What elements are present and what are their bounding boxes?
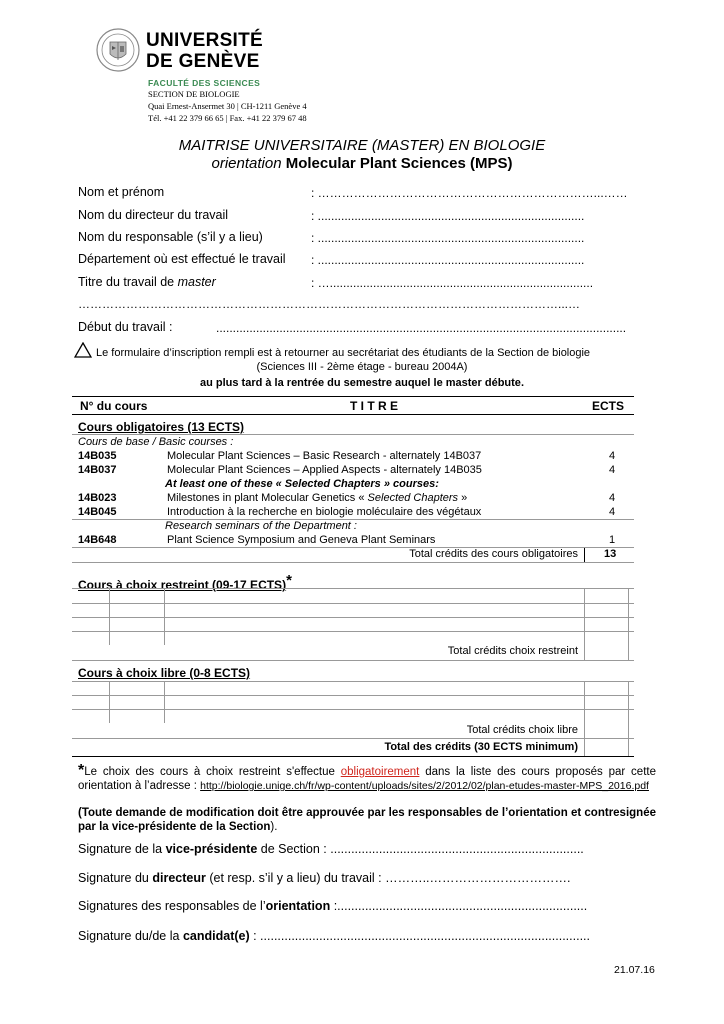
course-title-14b037: Molecular Plant Sciences – Applied Aspects - alternately 14B035 [167, 464, 482, 476]
sig-cand-bold: candidat(e) [182, 929, 250, 943]
subtitle-program: Molecular Plant Sciences (MPS) [285, 155, 513, 172]
footnote-text2: dans la liste des cours proposés par cette orientation à l’adresse : [78, 766, 656, 792]
sig-or-post: :........................................................................ [330, 899, 588, 913]
table-top-rule [72, 396, 634, 397]
field-dots-start[interactable]: ........................................................................................................................... [216, 321, 627, 335]
address: Quai Ernest-Ansermet 30 | CH-1211 Genève 4 [148, 101, 307, 111]
notice-line2: (Sciences III - 2ème étage - bureau 2004A) [256, 361, 468, 373]
row-rule [72, 631, 634, 632]
faculty-name: FACULTÉ DES SCIENCES [148, 78, 261, 88]
phone-fax: Tél. +41 22 379 66 65 | Fax. +41 22 379 67 48 [148, 113, 307, 123]
course-code-14b023: 14B023 [78, 492, 117, 504]
course-title-14b023-end: » [458, 492, 468, 504]
sig-dir-bold: directeur [152, 871, 206, 885]
row-rule [72, 434, 634, 435]
course-title-14b023-text: Milestones in plant Molecular Genetics « [167, 492, 368, 504]
footnote-obligatoirement: obligatoirement [340, 766, 420, 778]
row-rule [72, 588, 634, 589]
sig-cand-post: : ............................................................................................... [249, 929, 590, 943]
signature-vice-president[interactable] [78, 842, 584, 856]
section-free-title: Cours à choix libre (0-8 ECTS) [78, 666, 251, 680]
col-divider [164, 588, 165, 645]
field-label-name: Nom et prénom [78, 185, 165, 199]
page-subtitle [0, 155, 724, 172]
university-name-line2: DE GENÈVE [146, 51, 260, 72]
col-head-title: T I T R E [350, 399, 398, 413]
page-title: MAITRISE UNIVERSITAIRE (MASTER) EN BIOLOGIE [178, 137, 546, 154]
total-free-label: Total crédits choix libre [466, 724, 578, 736]
section-name: SECTION DE BIOLOGIE [148, 89, 240, 99]
sig-vp-pre: Signature de la [78, 842, 166, 856]
footnote-star: * [78, 762, 85, 779]
field-label-responsible: Nom du responsable (s’il y a lieu) [78, 230, 263, 244]
course-title-14b648: Plant Science Symposium and Geneva Plant Seminars [167, 534, 436, 546]
thesis-title-label: Titre du travail de [78, 275, 175, 289]
notice-deadline-text: au plus tard à la rentrée du semestre auquel le master débute [199, 377, 521, 389]
document-date: 21.07.16 [614, 964, 655, 976]
sub-research-seminars: Research seminars of the Department : [165, 520, 357, 532]
col-divider [164, 681, 165, 723]
course-code-14b648: 14B648 [78, 534, 117, 546]
sig-cand-pre: Signature du/de la [78, 929, 183, 943]
modification-note-text: (Toute demande de modification doit être approuvée par les responsables de l’orientation et contresignée par la vice-présidente de la Section [78, 807, 656, 833]
course-ects-14b045: 4 [609, 506, 616, 518]
restricted-title-text: Cours à choix restreint (09-17 ECTS) [78, 578, 287, 592]
total-mandatory-value: 13 [604, 548, 617, 560]
field-dots-thesis-title[interactable]: : …............................................................................... [311, 276, 594, 290]
col-divider [628, 681, 629, 756]
field-label-director: Nom du directeur du travail [78, 208, 229, 222]
course-title-14b045: Introduction à la recherche en biologie moléculaire des végétaux [167, 506, 482, 518]
col-divider [584, 548, 585, 562]
notice-deadline [0, 377, 724, 389]
table-bottom-rule [72, 756, 634, 757]
col-divider [109, 681, 110, 723]
footnote-text1: Le choix des cours à choix restreint s'effectue [84, 766, 341, 778]
sig-vp-post: de Section : ......................................................................... [257, 842, 584, 856]
university-seal-logo [96, 28, 140, 72]
course-code-14b035: 14B035 [78, 450, 117, 462]
modification-note [78, 806, 656, 834]
sub-basic-courses: Cours de base / Basic courses : [78, 436, 234, 448]
row-rule [72, 603, 634, 604]
field-label-thesis-title [78, 275, 216, 289]
notice-line1: Le formulaire d’inscription rempli est à retourner au secrétariat des étudiants de la Section de biologie [96, 347, 591, 359]
sig-vp-bold: vice-présidente [165, 842, 258, 856]
row-rule [72, 681, 634, 682]
signature-candidate[interactable] [78, 929, 590, 943]
sig-dir-post: (et resp. s’il y a lieu) du travail : ………..……………………………. [205, 871, 571, 885]
section-mandatory-title: Cours obligatoires (13 ECTS) [78, 420, 245, 434]
section-restricted-title [78, 572, 292, 592]
restricted-title-star: * [286, 572, 292, 589]
course-ects-14b037: 4 [609, 464, 616, 476]
row-rule [72, 617, 634, 618]
course-code-14b037: 14B037 [78, 464, 117, 476]
modification-note-end: ). [270, 821, 278, 833]
footnote [78, 764, 656, 793]
course-title-14b023-ital: Selected Chapters [367, 492, 459, 504]
field-dots-department[interactable]: : ................................................................................ [311, 253, 585, 267]
sig-or-pre: Signatures des responsables de l’ [78, 899, 266, 913]
sub-selected-chapters: At least one of these « Selected Chapters » courses: [165, 478, 439, 490]
sig-or-bold: orientation [265, 899, 331, 913]
sig-dir-pre: Signature du [78, 871, 153, 885]
field-label-department: Département où est effectué le travail [78, 252, 286, 266]
subtitle-orientation: orientation [211, 155, 282, 172]
row-rule [72, 738, 634, 739]
thesis-title-continuation[interactable]: …………………………………………………………………………………………………………...… [78, 297, 581, 311]
signature-orientation[interactable] [78, 899, 587, 913]
col-divider [628, 588, 629, 660]
course-ects-14b035: 4 [609, 450, 616, 462]
course-title-14b035: Molecular Plant Sciences – Basic Research - alternately 14B037 [167, 450, 482, 462]
total-restricted-label: Total crédits choix restreint [447, 645, 578, 657]
signature-director[interactable] [78, 871, 571, 885]
university-name [146, 30, 263, 72]
warning-triangle-icon [74, 342, 92, 363]
total-mandatory-label: Total crédits des cours obligatoires [409, 548, 578, 560]
course-code-14b045: 14B045 [78, 506, 117, 518]
notice-deadline-end: . [520, 377, 524, 389]
course-ects-14b648: 1 [609, 534, 616, 546]
col-divider [584, 681, 585, 756]
col-divider [109, 588, 110, 645]
field-dots-responsible[interactable]: : ................................................................................ [311, 231, 585, 245]
col-head-code: N° du cours [80, 399, 148, 413]
row-rule [72, 695, 634, 696]
row-rule [72, 562, 634, 563]
field-dots-name[interactable]: : ……………………………………………………………...…… [311, 186, 628, 200]
row-rule [72, 660, 634, 661]
col-head-ects: ECTS [592, 399, 625, 413]
row-rule [72, 709, 634, 710]
course-ects-14b023: 4 [609, 492, 616, 504]
course-title-14b023 [167, 492, 467, 504]
field-dots-director[interactable]: : ................................................................................ [311, 209, 585, 223]
table-head-rule [72, 414, 634, 415]
col-divider [584, 588, 585, 660]
field-label-start: Début du travail : [78, 320, 173, 334]
total-all-label: Total des crédits (30 ECTS minimum) [384, 741, 578, 753]
university-name-line1: UNIVERSITÉ [146, 30, 264, 51]
thesis-title-master: master [177, 275, 216, 289]
study-plan-link[interactable]: http://biologie.unige.ch/fr/wp-content/uploads/sites/2/2012/02/plan-etudes-master-MPS_2016.pdf [200, 780, 649, 792]
